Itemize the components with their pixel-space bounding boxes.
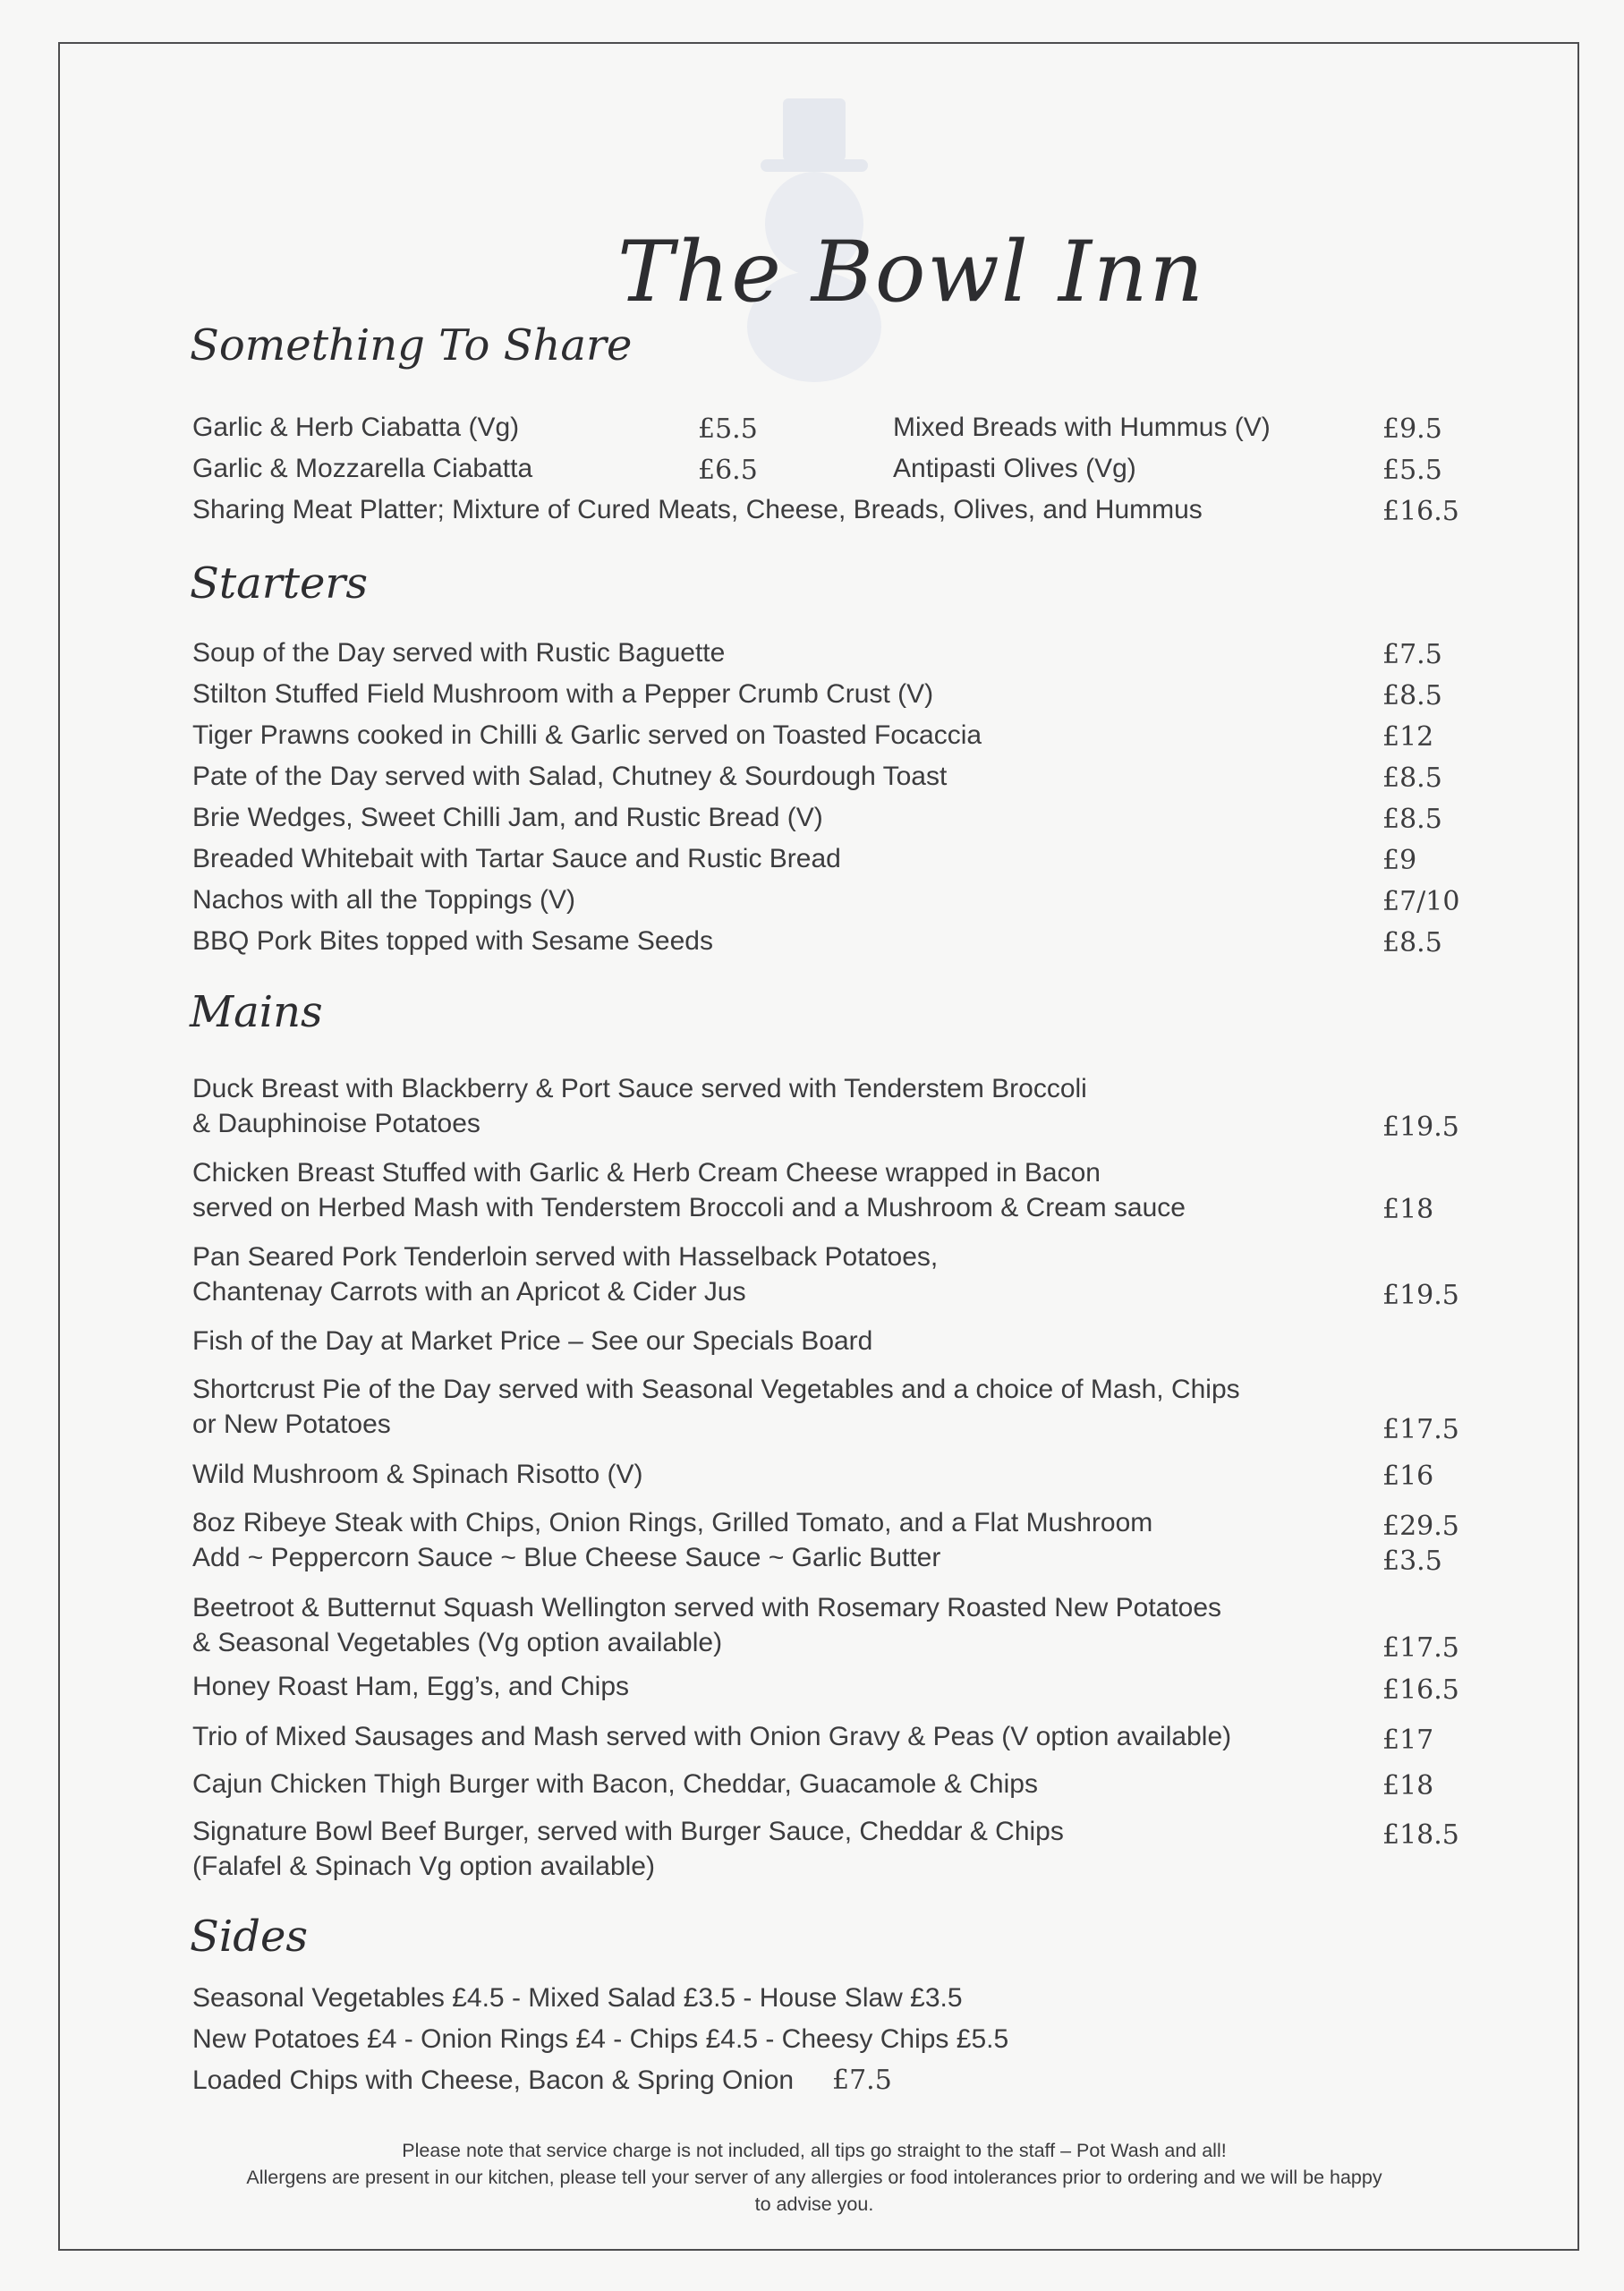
menu-item-name: Sharing Meat Platter; Mixture of Cured Meats, Cheese, Breads, Olives, and Hummus <box>192 495 1203 524</box>
menu-item-price: £7.5 <box>832 2065 892 2096</box>
sides-line: Seasonal Vegetables £4.5 - Mixed Salad £3.5 - House Slaw £3.5 <box>192 1983 963 2013</box>
menu-item-line: (Falafel & Spinach Vg option available) <box>192 1852 655 1881</box>
sides-line: Loaded Chips with Cheese, Bacon & Spring Onion <box>192 2065 795 2095</box>
menu-item-line: Duck Breast with Blackberry & Port Sauce served with Tenderstem Broccoli <box>192 1074 1087 1103</box>
menu-item-line: Chantenay Carrots with an Apricot & Cider Jus <box>192 1277 746 1307</box>
menu-item-line: Cajun Chicken Thigh Burger with Bacon, Cheddar, Guacamole & Chips <box>192 1769 1038 1799</box>
menu-item-line: or New Potatoes <box>192 1410 391 1439</box>
menu-item-line: & Dauphinoise Potatoes <box>192 1109 480 1138</box>
menu-item-name: Brie Wedges, Sweet Chilli Jam, and Rustic Bread (V) <box>192 803 823 832</box>
menu-item-price: £3.5 <box>1382 1546 1442 1577</box>
menu-item-name: Nachos with all the Toppings (V) <box>192 885 575 915</box>
menu-item-line: & Seasonal Vegetables (Vg option available) <box>192 1628 723 1657</box>
menu-item-name: Antipasti Olives (Vg) <box>893 454 1136 483</box>
menu-item-price: £18 <box>1382 1194 1434 1225</box>
menu-item-price: £18 <box>1382 1770 1434 1801</box>
menu-item-price: £9 <box>1382 845 1417 876</box>
menu-item-line: Honey Roast Ham, Egg’s, and Chips <box>192 1672 630 1701</box>
menu-item-price: £19.5 <box>1382 1111 1459 1143</box>
sides-line: New Potatoes £4 - Onion Rings £4 - Chips £4.5 - Cheesy Chips £5.5 <box>192 2024 1009 2054</box>
menu-item-price: £16.5 <box>1382 1674 1459 1706</box>
menu-item-price: £7.5 <box>1382 639 1442 670</box>
menu-item-price: £7/10 <box>1382 886 1460 917</box>
menu-item-line: Fish of the Day at Market Price – See our Specials Board <box>192 1326 873 1356</box>
menu-item-line: Chicken Breast Stuffed with Garlic & Herb Cream Cheese wrapped in Bacon <box>192 1158 1101 1188</box>
menu-item-line: 8oz Ribeye Steak with Chips, Onion Rings, Grilled Tomato, and a Flat Mushroom <box>192 1508 1153 1537</box>
menu-item-price: £5.5 <box>1382 455 1442 486</box>
menu-item-price: £17.5 <box>1382 1632 1459 1664</box>
section-heading-starters: Starters <box>190 558 369 609</box>
menu-item-price: £16.5 <box>1382 496 1459 527</box>
menu-item-price: £8.5 <box>1382 927 1442 958</box>
menu-item-name: BBQ Pork Bites topped with Sesame Seeds <box>192 926 713 956</box>
footer-allergen-note-end: to advise you. <box>754 2193 874 2215</box>
menu-item-price: £8.5 <box>1382 762 1442 794</box>
menu-item-name: Garlic & Mozzarella Ciabatta <box>192 454 533 483</box>
menu-item-name: Pate of the Day served with Salad, Chutney & Sourdough Toast <box>192 762 948 791</box>
footer-service-note: Please note that service charge is not included, all tips go straight to the staff – Pot Wash and all! <box>402 2140 1227 2161</box>
footer-allergen-note: Allergens are present in our kitchen, please tell your server of any allergies or food intolerances prior to ordering and we will be happy <box>246 2167 1382 2188</box>
menu-item-price: £16 <box>1382 1461 1434 1492</box>
menu-item-name: Mixed Breads with Hummus (V) <box>893 413 1271 442</box>
menu-item-name: Garlic & Herb Ciabatta (Vg) <box>192 413 520 442</box>
menu-item-line: Beetroot & Butternut Squash Wellington served with Rosemary Roasted New Potatoes <box>192 1593 1222 1622</box>
menu-item-line: Signature Bowl Beef Burger, served with Burger Sauce, Cheddar & Chips <box>192 1817 1064 1846</box>
menu-item-name: Soup of the Day served with Rustic Baguette <box>192 638 726 668</box>
menu-item-name: Stilton Stuffed Field Mushroom with a Pepper Crumb Crust (V) <box>192 679 934 709</box>
menu-item-line: Add ~ Peppercorn Sauce ~ Blue Cheese Sauce ~ Garlic Butter <box>192 1543 941 1572</box>
menu-item-line: Pan Seared Pork Tenderloin served with Hasselback Potatoes, <box>192 1242 939 1272</box>
menu-item-price: £8.5 <box>1382 804 1442 835</box>
menu-item-price: £19.5 <box>1382 1280 1459 1311</box>
section-heading-mains: Mains <box>190 987 323 1037</box>
menu-item-price: £17 <box>1382 1725 1434 1756</box>
menu-item-line: Trio of Mixed Sausages and Mash served with Onion Gravy & Peas (V option available) <box>192 1722 1232 1751</box>
restaurant-title: The Bowl Inn <box>617 224 1206 321</box>
menu-item-price: £6.5 <box>698 455 758 486</box>
menu-item-name: Breaded Whitebait with Tartar Sauce and Rustic Bread <box>192 844 841 873</box>
menu-item-line: Wild Mushroom & Spinach Risotto (V) <box>192 1460 643 1489</box>
menu-item-price: £12 <box>1382 721 1434 753</box>
section-heading-sides: Sides <box>190 1912 308 1962</box>
section-heading-share: Something To Share <box>190 320 633 370</box>
menu-item-line: served on Herbed Mash with Tenderstem Broccoli and a Mushroom & Cream sauce <box>192 1193 1186 1222</box>
menu-item-price: £5.5 <box>698 413 758 445</box>
menu-item-name: Tiger Prawns cooked in Chilli & Garlic served on Toasted Focaccia <box>192 720 982 750</box>
menu-item-price: £8.5 <box>1382 680 1442 711</box>
menu-item-price: £18.5 <box>1382 1819 1459 1851</box>
menu-item-price: £9.5 <box>1382 413 1442 445</box>
menu-item-price: £29.5 <box>1382 1511 1459 1542</box>
menu-item-price: £17.5 <box>1382 1414 1459 1445</box>
menu-item-line: Shortcrust Pie of the Day served with Seasonal Vegetables and a choice of Mash, Chips <box>192 1375 1240 1404</box>
